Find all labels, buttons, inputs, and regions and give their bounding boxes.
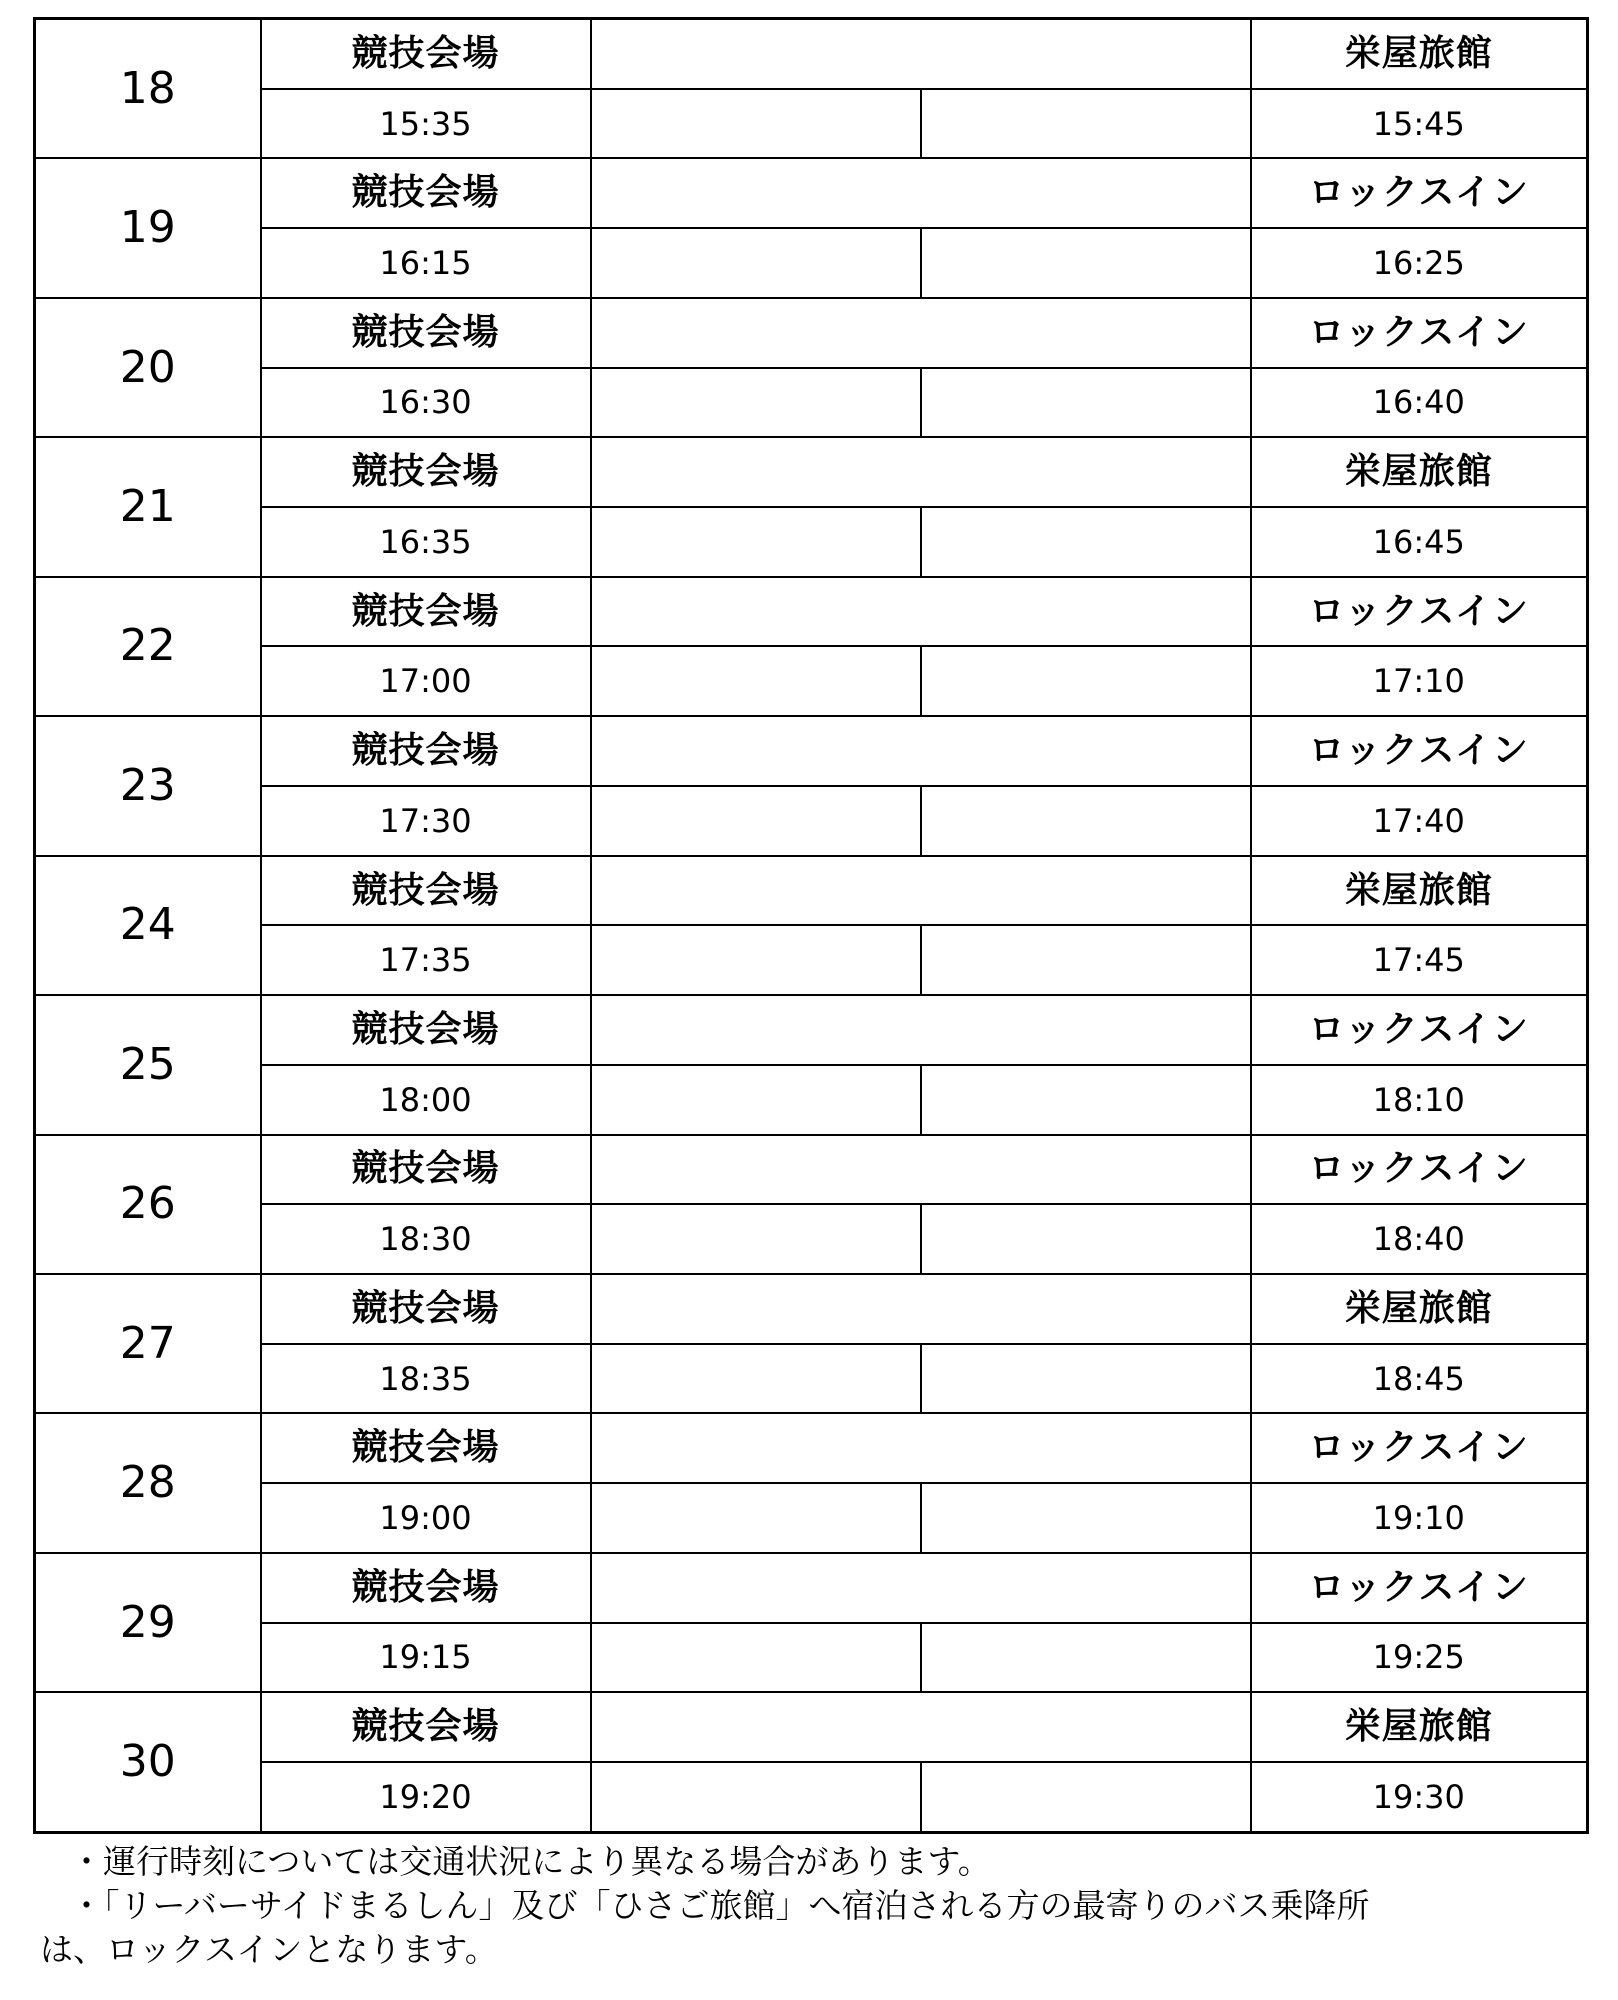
destination-stop: 栄屋旅館 xyxy=(1251,856,1588,926)
schedule-row xyxy=(35,856,1588,926)
departure-time: 15:35 xyxy=(261,89,591,159)
intermediate-cell xyxy=(921,1623,1251,1693)
schedule-row xyxy=(35,1692,1588,1762)
intermediate-cell xyxy=(921,1065,1251,1135)
schedule-row xyxy=(35,298,1588,368)
route-cell xyxy=(591,1135,1251,1205)
schedule-row xyxy=(35,1135,1588,1205)
schedule-time-row xyxy=(35,1344,1588,1414)
departure-time: 16:30 xyxy=(261,368,591,438)
schedule-row xyxy=(35,995,1588,1065)
departure-time: 18:30 xyxy=(261,1204,591,1274)
intermediate-cell xyxy=(921,646,1251,716)
trip-number: 24 xyxy=(35,856,261,995)
intermediate-cell xyxy=(591,368,921,438)
arrival-time: 19:10 xyxy=(1251,1483,1588,1553)
trip-number: 25 xyxy=(35,995,261,1134)
trip-number: 19 xyxy=(35,158,261,297)
arrival-time: 17:10 xyxy=(1251,646,1588,716)
departure-time: 19:00 xyxy=(261,1483,591,1553)
schedule-time-row xyxy=(35,89,1588,159)
departure-time: 19:20 xyxy=(261,1762,591,1833)
destination-stop: ロックスイン xyxy=(1251,158,1588,228)
departure-time: 17:00 xyxy=(261,646,591,716)
schedule-body xyxy=(35,19,1588,1833)
destination-stop: 栄屋旅館 xyxy=(1251,19,1588,89)
origin-stop: 競技会場 xyxy=(261,19,591,89)
origin-stop: 競技会場 xyxy=(261,437,591,507)
arrival-time: 18:45 xyxy=(1251,1344,1588,1414)
destination-stop: 栄屋旅館 xyxy=(1251,1692,1588,1762)
route-cell xyxy=(591,856,1251,926)
route-cell xyxy=(591,1692,1251,1762)
schedule-row xyxy=(35,716,1588,786)
schedule-row xyxy=(35,1553,1588,1623)
arrival-time: 16:45 xyxy=(1251,507,1588,577)
bus-schedule-table xyxy=(33,17,1589,1834)
schedule-time-row xyxy=(35,1623,1588,1693)
intermediate-cell xyxy=(921,89,1251,159)
route-cell xyxy=(591,437,1251,507)
route-cell xyxy=(591,19,1251,89)
arrival-time: 18:10 xyxy=(1251,1065,1588,1135)
schedule-time-row xyxy=(35,786,1588,856)
schedule-time-row xyxy=(35,1762,1588,1833)
schedule-row xyxy=(35,158,1588,228)
arrival-time: 17:45 xyxy=(1251,925,1588,995)
intermediate-cell xyxy=(921,368,1251,438)
trip-number: 20 xyxy=(35,298,261,437)
trip-number: 30 xyxy=(35,1692,261,1832)
schedule-row xyxy=(35,437,1588,507)
intermediate-cell xyxy=(921,1344,1251,1414)
destination-stop: ロックスイン xyxy=(1251,577,1588,647)
origin-stop: 競技会場 xyxy=(261,1553,591,1623)
origin-stop: 競技会場 xyxy=(261,1135,591,1205)
origin-stop: 競技会場 xyxy=(261,995,591,1065)
route-cell xyxy=(591,716,1251,786)
origin-stop: 競技会場 xyxy=(261,1274,591,1344)
destination-stop: 栄屋旅館 xyxy=(1251,1274,1588,1344)
schedule-row xyxy=(35,19,1588,89)
route-cell xyxy=(591,158,1251,228)
route-cell xyxy=(591,298,1251,368)
departure-time: 16:35 xyxy=(261,507,591,577)
route-cell xyxy=(591,1413,1251,1483)
trip-number: 29 xyxy=(35,1553,261,1692)
departure-time: 18:00 xyxy=(261,1065,591,1135)
arrival-time: 18:40 xyxy=(1251,1204,1588,1274)
arrival-time: 16:25 xyxy=(1251,228,1588,298)
route-cell xyxy=(591,577,1251,647)
departure-time: 19:15 xyxy=(261,1623,591,1693)
intermediate-cell xyxy=(591,925,921,995)
destination-stop: ロックスイン xyxy=(1251,716,1588,786)
intermediate-cell xyxy=(921,1483,1251,1553)
intermediate-cell xyxy=(921,1762,1251,1833)
intermediate-cell xyxy=(591,1344,921,1414)
intermediate-cell xyxy=(921,228,1251,298)
schedule-time-row xyxy=(35,925,1588,995)
origin-stop: 競技会場 xyxy=(261,716,591,786)
intermediate-cell xyxy=(591,786,921,856)
destination-stop: ロックスイン xyxy=(1251,298,1588,368)
schedule-time-row xyxy=(35,1204,1588,1274)
origin-stop: 競技会場 xyxy=(261,1413,591,1483)
intermediate-cell xyxy=(921,925,1251,995)
schedule-row xyxy=(35,577,1588,647)
arrival-time: 19:30 xyxy=(1251,1762,1588,1833)
departure-time: 18:35 xyxy=(261,1344,591,1414)
intermediate-cell xyxy=(591,1065,921,1135)
arrival-time: 16:40 xyxy=(1251,368,1588,438)
route-cell xyxy=(591,1274,1251,1344)
schedule-time-row xyxy=(35,507,1588,577)
schedule-row xyxy=(35,1413,1588,1483)
trip-number: 23 xyxy=(35,716,261,855)
intermediate-cell xyxy=(591,1483,921,1553)
trip-number: 18 xyxy=(35,19,261,159)
arrival-time: 17:40 xyxy=(1251,786,1588,856)
departure-time: 17:30 xyxy=(261,786,591,856)
origin-stop: 競技会場 xyxy=(261,1692,591,1762)
schedule-time-row xyxy=(35,228,1588,298)
intermediate-cell xyxy=(591,646,921,716)
note-traffic: ・運行時刻については交通状況により異なる場合があります。 xyxy=(70,1842,991,1881)
origin-stop: 競技会場 xyxy=(261,298,591,368)
route-cell xyxy=(591,1553,1251,1623)
origin-stop: 競技会場 xyxy=(261,856,591,926)
destination-stop: ロックスイン xyxy=(1251,1413,1588,1483)
trip-number: 28 xyxy=(35,1413,261,1552)
destination-stop: ロックスイン xyxy=(1251,995,1588,1065)
note-nearest-stop: ・「リーバーサイドまるしん」及び「ひさご旅館」へ宿泊される方の最寄りのバス乗降所 xyxy=(70,1886,1370,1925)
intermediate-cell xyxy=(921,507,1251,577)
destination-stop: 栄屋旅館 xyxy=(1251,437,1588,507)
schedule-row xyxy=(35,1274,1588,1344)
intermediate-cell xyxy=(591,507,921,577)
departure-time: 16:15 xyxy=(261,228,591,298)
schedule-time-row xyxy=(35,646,1588,716)
intermediate-cell xyxy=(591,89,921,159)
trip-number: 22 xyxy=(35,577,261,716)
intermediate-cell xyxy=(591,1204,921,1274)
intermediate-cell xyxy=(921,786,1251,856)
trip-number: 26 xyxy=(35,1135,261,1274)
intermediate-cell xyxy=(591,1623,921,1693)
schedule-time-row xyxy=(35,1065,1588,1135)
trip-number: 21 xyxy=(35,437,261,576)
intermediate-cell xyxy=(921,1204,1251,1274)
note-nearest-stop-cont: は、ロックスインとなります。 xyxy=(40,1930,498,1969)
notes xyxy=(40,1840,1585,1972)
origin-stop: 競技会場 xyxy=(261,158,591,228)
schedule-time-row xyxy=(35,368,1588,438)
arrival-time: 15:45 xyxy=(1251,89,1588,159)
route-cell xyxy=(591,995,1251,1065)
intermediate-cell xyxy=(591,228,921,298)
schedule-time-row xyxy=(35,1483,1588,1553)
origin-stop: 競技会場 xyxy=(261,577,591,647)
arrival-time: 19:25 xyxy=(1251,1623,1588,1693)
departure-time: 17:35 xyxy=(261,925,591,995)
intermediate-cell xyxy=(591,1762,921,1833)
destination-stop: ロックスイン xyxy=(1251,1553,1588,1623)
destination-stop: ロックスイン xyxy=(1251,1135,1588,1205)
trip-number: 27 xyxy=(35,1274,261,1413)
